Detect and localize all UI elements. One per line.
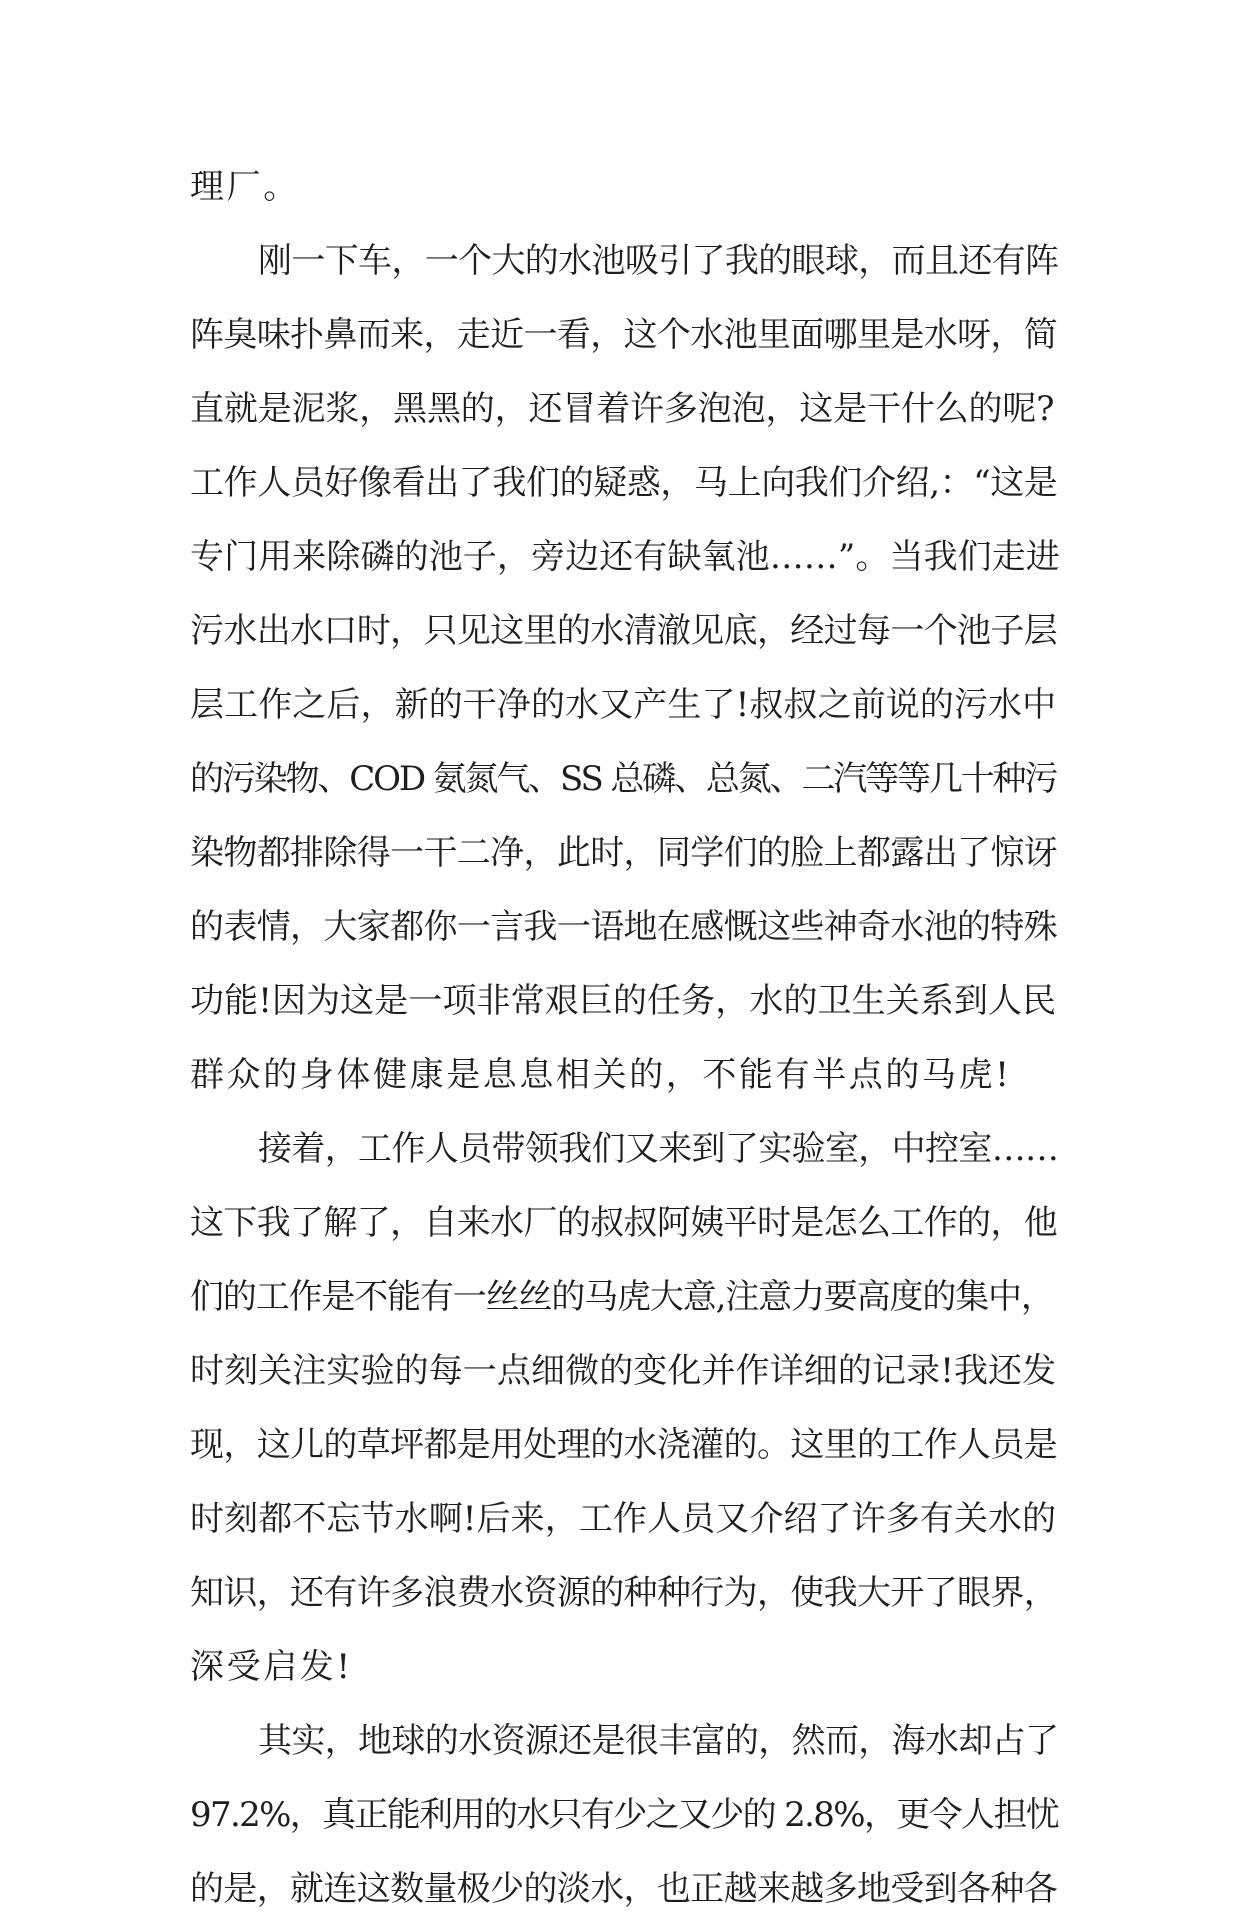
text-line: 工作人员好像看出了我们的疑惑，马上向我们介绍,：“这是 bbox=[190, 463, 1058, 503]
text-line: 接着，工作人员带领我们又来到了实验室，中控室…… bbox=[258, 1129, 1059, 1169]
text-line: 97.2%，真正能利用的水只有少之又少的 2.8%，更令人担忧 bbox=[190, 1795, 1059, 1835]
text-line: 的污染物、COD 氨氮气、SS 总磷、总氮、二汽等等几十种污 bbox=[190, 759, 1057, 799]
text-line: 的表情，大家都你一言我一语地在感慨这些神奇水池的特殊 bbox=[190, 907, 1058, 947]
text-line: 刚一下车，一个大的水池吸引了我的眼球，而且还有阵 bbox=[258, 241, 1059, 281]
text-line: 深受启发! bbox=[190, 1647, 353, 1687]
document-body bbox=[190, 150, 1060, 1926]
text-line: 功能!因为这是一项非常艰巨的任务，水的卫生关系到人民 bbox=[190, 981, 1057, 1021]
text-line: 知识，还有许多浪费水资源的种种行为，使我大开了眼界， bbox=[190, 1573, 1058, 1613]
text-line: 其实，地球的水资源还是很丰富的，然而，海水却占了 bbox=[258, 1721, 1059, 1761]
text-line: 理厂。 bbox=[190, 167, 300, 207]
text-line: 时刻关注实验的每一点细微的变化并作详细的记录!我还发 bbox=[190, 1351, 1057, 1391]
text-line: 层工作之后，新的干净的水又产生了!叔叔之前说的污水中 bbox=[190, 685, 1057, 725]
text-line: 直就是泥浆，黑黑的，还冒着许多泡泡，这是干什么的呢? bbox=[190, 389, 1055, 429]
text-line: 们的工作是不能有一丝丝的马虎大意,注意力要高度的集中， bbox=[190, 1277, 1054, 1317]
text-line: 染物都排除得一干二净，此时，同学们的脸上都露出了惊讶 bbox=[190, 833, 1058, 873]
text-line: 的是，就连这数量极少的淡水，也正越来越多地受到各种各 bbox=[190, 1869, 1058, 1909]
text-line: 阵臭味扑鼻而来，走近一看，这个水池里面哪里是水呀，简 bbox=[190, 315, 1058, 355]
text-line: 污水出水口时，只见这里的水清澈见底，经过每一个池子层 bbox=[190, 611, 1058, 651]
text-line: 专门用来除磷的池子，旁边还有缺氧池……”。当我们走进 bbox=[190, 537, 1060, 577]
text-line: 这下我了解了，自来水厂的叔叔阿姨平时是怎么工作的，他 bbox=[190, 1203, 1058, 1243]
text-line: 群众的身体健康是息息相关的，不能有半点的马虎! bbox=[190, 1055, 1012, 1095]
text-line: 时刻都不忘节水啊!后来，工作人员又介绍了许多有关水的 bbox=[190, 1499, 1057, 1539]
text-line: 现，这儿的草坪都是用处理的水浇灌的。这里的工作人员是 bbox=[190, 1425, 1058, 1465]
